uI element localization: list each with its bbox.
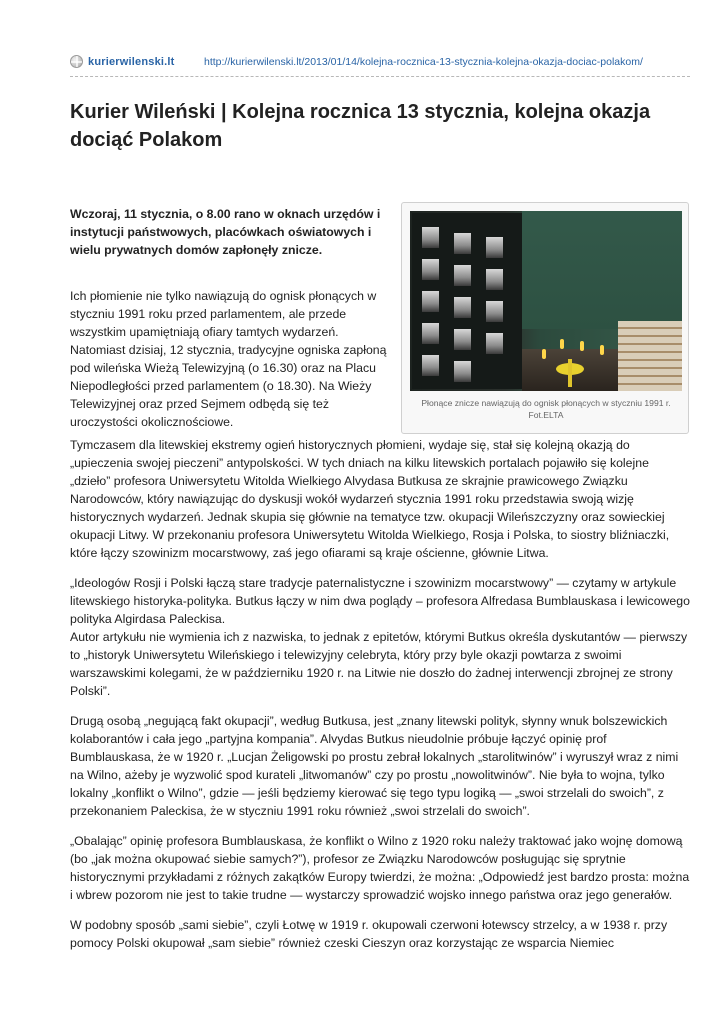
article-figure — [401, 202, 689, 434]
article-title: Kurier Wileński | Kolejna rocznica 13 stycznia, kolejna okazja dociąć Polakom — [70, 101, 651, 151]
portrait — [486, 269, 503, 290]
portrait — [486, 237, 503, 258]
candle-flame-icon — [542, 349, 546, 359]
body-paragraph: Drugą osobą „negującą fakt okupacji”, według Butkusa, jest „znany litewski polityk, słynny wnuk bolszewickich kolaborantów i cała jego „partyjna kompania”. Alvydas Butkus nieudolnie próbuje łączyć opinię prof Bumblauskasa, że w 1920 r. „Lucjan Żeligowski po prostu zebrał lokalnych „starolitwinów” i wyruszył wraz z nimi na Wilno, ażeby je wyzwolić spod kurateli „litwomanów” czy po prostu „nowolitwinów”. Nie była to wojna, tylko lokalny „konflikt o Wilno”, gdzie — jeśli będziemy kierować się tego typu logiką — „swoi strzelali do swoich”, z przekonaniem Paleckisa, że w styczniu 1991 roku również „swoi strzelali do swoich”. — [70, 714, 679, 818]
portrait — [454, 265, 471, 286]
body-paragraph: „Ideologów Rosji i Polski łączą stare tradycje paternalistyczne i szowinizm mocarstwowy” — czytamy w artykule litewskiego historyka-polityka. Butkus łączy w nim dwa poglądy – profesora Alfredasa Bumblauskasa i lewicowego polityka Algirdasa Paleckisa. — [70, 576, 690, 626]
body-paragraph: W podobny sposób „sami siebie”, czyli Łotwę w 1919 r. okupowali czerwoni łotewscy strzelcy, a w 1938 r. przy pomocy Polski okupował „sam siebie” również czeski Cieszyn oraz korzystając ze wsparcia Niemiec — [70, 918, 668, 950]
portrait — [422, 227, 439, 248]
source-header — [70, 54, 690, 72]
book-stack — [618, 321, 682, 391]
candle-flame-icon — [560, 339, 564, 349]
body-paragraph: Tymczasem dla litewskiej ekstremy ogień historycznych płomieni, wydaje się, stał się kolejną okazją do „upieczenia swojej pieczeni” antypolskości. W tych dniach na kilku litewskich portalach pojawiło się kolejne „dzieło” profesora Uniwersytetu Witolda Wielkiego Alvydasa Butkusa ze skrajnie prawicowego Związku Narodowców, który nawiązując do dyskusji wokół wydarzeń stycznia 1991 roku przedstawia swoją wizję historycznych wydarzeń. Jednak skupia się głównie na tematyce tzw. okupacji Wileńszczyzny oraz sowieckiej okupacji Litwy. W przekonaniu profesora Uniwersytetu Witolda Wielkiego, Rosja i Polska, to siostry bliźniaczki, które łączy szowinizm mocarstwowy, zaś jego ofiarami są kraje ościenne, głównie Litwa. — [70, 438, 670, 560]
portrait-panel — [412, 213, 522, 389]
portrait — [422, 291, 439, 312]
candle-flame-icon — [600, 345, 604, 355]
portrait — [422, 323, 439, 344]
article-lead: Wczoraj, 11 stycznia, o 8.00 rano w oknach urzędów i instytucji państwowych, placówkach oświatowych i wielu prywatnych domów zapłonęły znicze. — [70, 207, 381, 257]
portrait — [454, 297, 471, 318]
portrait — [422, 355, 439, 376]
memorial-photo — [410, 211, 682, 391]
portrait — [422, 259, 439, 280]
body-paragraph: Autor artykułu nie wymienia ich z nazwiska, to jednak z epitetów, którymi Butkus określa dyskutantów — pierwszy to „historyk Uniwersytetu Wileńskiego i telewizyjny celebryta, który przy byle okazji powtarza z swoimi warszawskimi kolegami, że w październiku 1920 r. na Litwie nie doszło do żadnej interwencji zbrojnej ze strony Polski”. — [70, 630, 688, 698]
portrait — [454, 233, 471, 254]
page-url-link[interactable]: http://kurierwilenski.lt/2013/01/14/kolejna-rocznica-13-stycznia-kolejna-okazja-dociac-polakom/ — [204, 56, 643, 68]
portrait — [486, 333, 503, 354]
portrait — [486, 301, 503, 322]
figure-caption: Płonące znicze nawiązują do ognisk płonących w styczniu 1991 r. Fot.ELTA — [421, 398, 671, 420]
body-paragraph: „Obalając” opinię profesora Bumblauskasa, że konflikt o Wilno z 1920 roku należy traktować jako wojnę domową (bo „jak można okupować siebie samych?”), profesor ze Związku Narodowców posługując się sprytnie historycznymi przykładami z różnych zakątków Europy twierdzi, że można: „Odpowiedź jest bardzo prosta: można i wbrew pozorom nie jest to takie trudne — wystarczy sprowadzić wojsko innego państwa oraz jego generałów. — [70, 834, 690, 902]
first-paragraph: Ich płomienie nie tylko nawiązują do ognisk płonących w styczniu 1991 roku przed parlamentem, ale przede wszystkim upamiętniają ofiary tamtych wydarzeń. Natomiast dzisiaj, 12 stycznia, tradycyjne ogniska zapłoną pod wileńska Wieżą Telewizyjną (o 16.30) oraz na Placu Niepodległości przed parlamentem (o 18.30). Na Wieży Telewizyjnej oraz przed Sejmem odbędą się też uroczystości okolicznościowe. — [70, 289, 387, 429]
header-divider — [70, 76, 690, 77]
candle-flame-icon — [580, 341, 584, 351]
candle-stand — [568, 359, 572, 387]
portrait — [454, 329, 471, 350]
site-name-link[interactable]: kurierwilenski.lt — [88, 56, 175, 68]
chalkboard — [522, 211, 682, 329]
globe-icon — [70, 55, 83, 68]
portrait — [454, 361, 471, 382]
article-body — [70, 436, 690, 964]
